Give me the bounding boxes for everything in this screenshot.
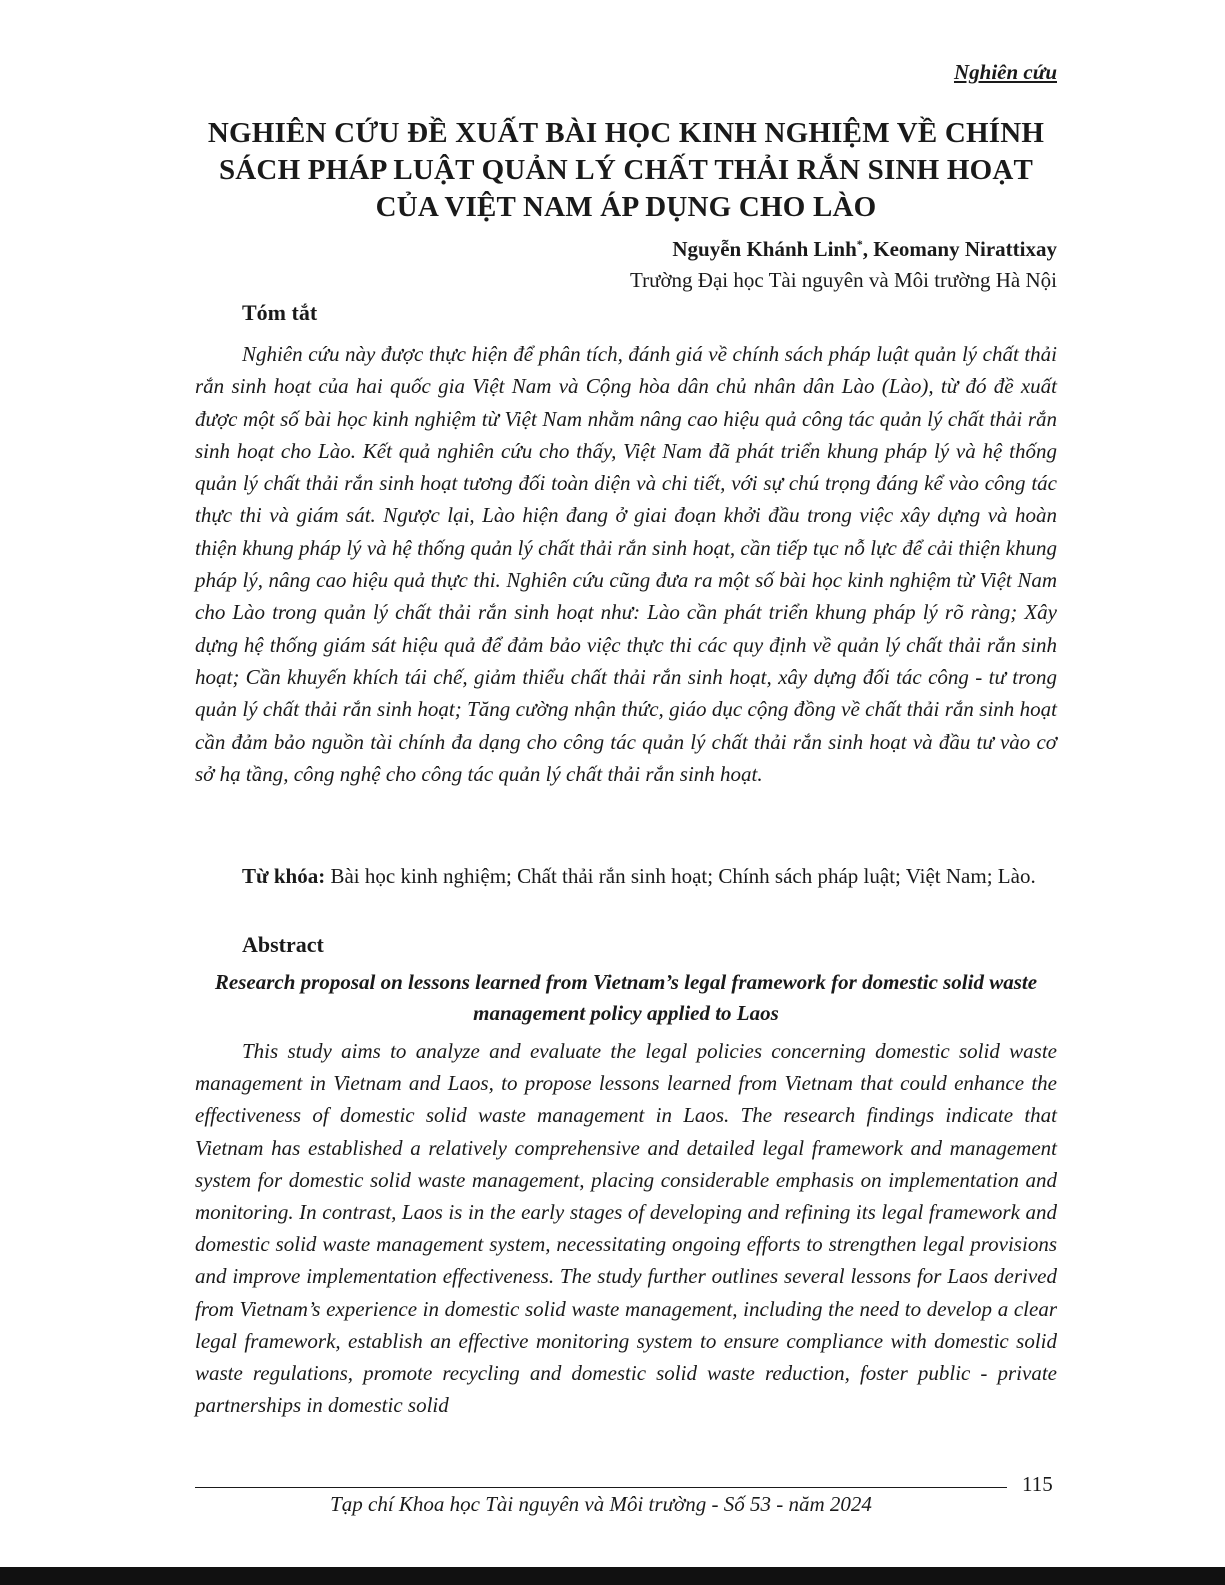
journal-footer: Tạp chí Khoa học Tài nguyên và Môi trường - Số 53 - năm 2024 bbox=[330, 1492, 872, 1516]
keywords-text: Bài học kinh nghiệm; Chất thải rắn sinh hoạt; Chính sách pháp luật; Việt Nam; Lào. bbox=[325, 864, 1036, 888]
keywords-label: Từ khóa: bbox=[242, 864, 326, 888]
author-name: , Keomany Nirattixay bbox=[862, 237, 1057, 261]
page-number: 115 bbox=[1022, 1472, 1053, 1496]
keywords bbox=[195, 860, 1057, 892]
footer-rule bbox=[195, 1487, 1007, 1488]
author-line bbox=[672, 237, 1057, 262]
abstract-heading: Abstract bbox=[242, 932, 324, 957]
article-title: NGHIÊN CỨU ĐỀ XUẤT BÀI HỌC KINH NGHIỆM VỀ CHÍNH SÁCH PHÁP LUẬT QUẢN LÝ CHẤT THẢI RẮN SINH HOẠT CỦA VIỆT NAM ÁP DỤNG CHO LÀO bbox=[207, 117, 1045, 223]
scan-edge-band bbox=[0, 1567, 1225, 1585]
corresponding-author-mark: * bbox=[856, 237, 863, 251]
affiliation: Trường Đại học Tài nguyên và Môi trường Hà Nội bbox=[629, 268, 1057, 292]
summary-text: Nghiên cứu này được thực hiện để phân tích, đánh giá về chính sách pháp luật quản lý chất thải rắn sinh hoạt của hai quốc gia Việt Nam và Cộng hòa dân chủ nhân dân Lào (Lào), từ đó đề xuất được một số bài học kinh nghiệm từ Việt Nam nhằm nâng cao hiệu quả công tác quản lý chất thải rắn sinh hoạt cho Lào. Kết quả nghiên cứu cho thấy, Việt Nam đã phát triển khung pháp lý và hệ thống quản lý chất thải rắn sinh hoạt tương đối toàn diện và chi tiết, với sự chú trọng đáng kể vào công tác thực thi và giám sát. Ngược lại, Lào hiện đang ở giai đoạn khởi đầu trong việc xây dựng và hoàn thiện khung pháp lý và hệ thống quản lý chất thải rắn sinh hoạt, cần tiếp tục nỗ lực để cải thiện khung pháp lý, nâng cao hiệu quả thực thi. Nghiên cứu cũng đưa ra một số bài học kinh nghiệm từ Việt Nam cho Lào trong quản lý chất thải rắn sinh hoạt như: Lào cần phát triển khung pháp lý rõ ràng; Xây dựng hệ thống giám sát hiệu quả để đảm bảo việc thực thi các quy định về quản lý chất thải rắn sinh hoạt; Cần khuyến khích tái chế, giảm thiểu chất thải rắn sinh hoạt, xây dựng đối tác công - tư trong quản lý chất thải rắn sinh hoạt; Tăng cường nhận thức, giáo dục cộng đồng về chất thải rắn sinh hoạt cần đảm bảo nguồn tài chính đa dạng cho công tác quản lý chất thải rắn sinh hoạt và đầu tư vào cơ sở hạ tầng, công nghệ cho công tác quản lý chất thải rắn sinh hoạt. bbox=[195, 342, 1057, 786]
abstract-text: This study aims to analyze and evaluate the legal policies concerning domestic solid waste management in Vietnam and Laos, to propose lessons learned from Vietnam that could enhance the effectiveness of domestic solid waste management in Laos. The research findings indicate that Vietnam has established a relatively comprehensive and detailed legal framework and management system for domestic solid waste management, placing considerable emphasis on implementation and monitoring. In contrast, Laos is in the early stages of developing and refining its legal framework and domestic solid waste management system, necessitating ongoing efforts to strengthen legal provisions and improve implementation effectiveness. The study further outlines several lessons for Laos derived from Vietnam’s experience in domestic solid waste management, including the need to develop a clear legal framework, establish an effective monitoring system to ensure compliance with domestic solid waste regulations, promote recycling and domestic solid waste reduction, foster public - private partnerships in domestic solid bbox=[195, 1039, 1057, 1418]
summary-heading: Tóm tắt bbox=[242, 300, 318, 325]
english-title: Research proposal on lessons learned from Vietnam’s legal framework for domestic solid waste management policy applied to Laos bbox=[214, 970, 1038, 1025]
author-name: Nguyễn Khánh Linh bbox=[672, 237, 857, 261]
section-label: Nghiên cứu bbox=[953, 60, 1057, 84]
